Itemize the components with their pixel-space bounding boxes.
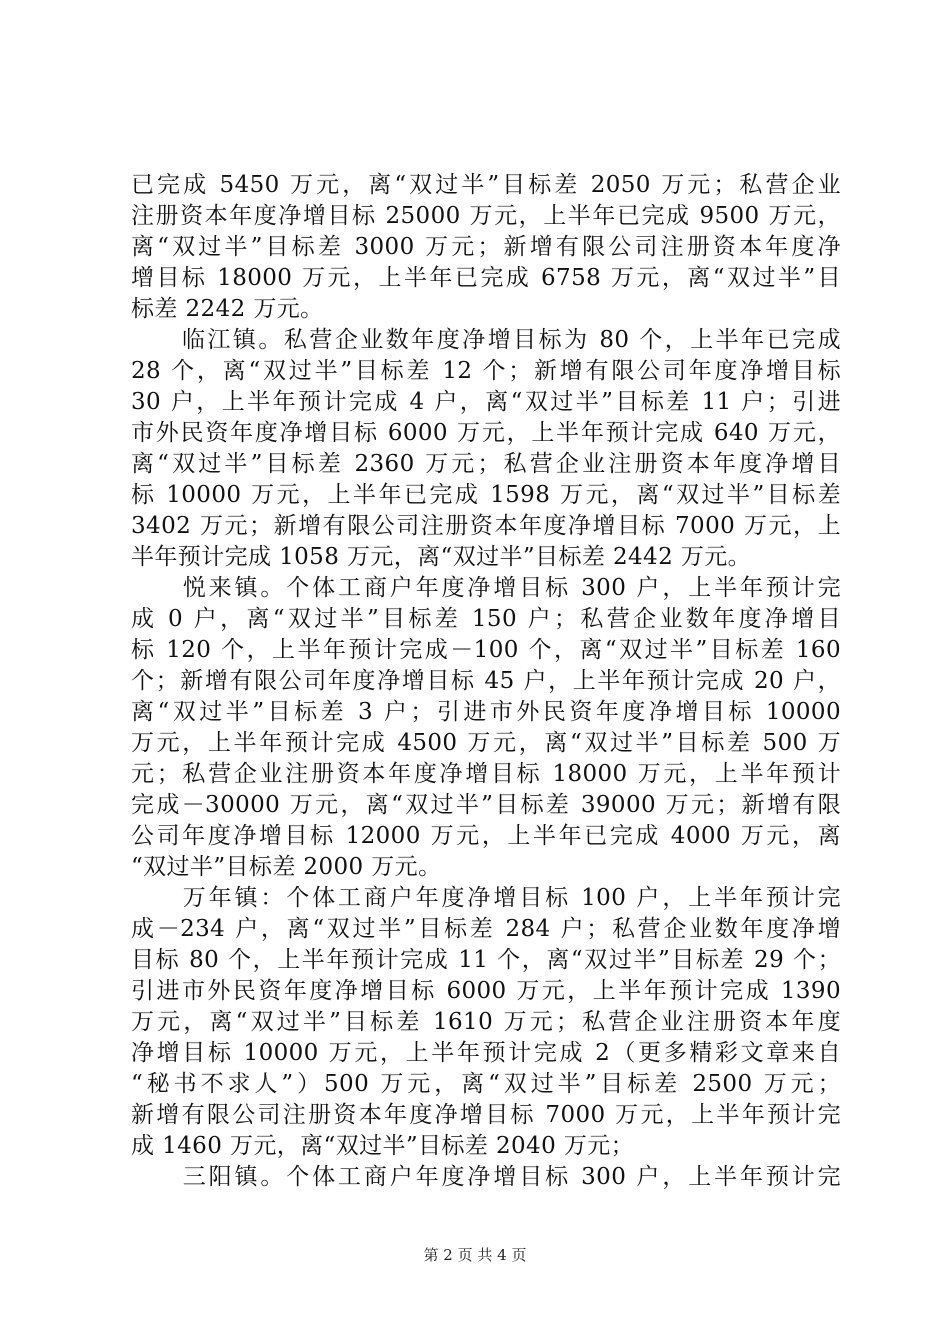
- text-line: 万元，上半年预计完成 4500 万元，离“双过半”目标差 500 万: [131, 730, 841, 756]
- text-line: 成－234 户，离“双过半”目标差 284 户；私营企业数年度净增: [131, 916, 841, 942]
- text-line: 悦来镇。个体工商户年度净增目标 300 户，上半年预计完: [131, 575, 841, 601]
- text-line: 注册资本年度净增目标 25000 万元，上半年已完成 9500 万元，: [131, 203, 841, 229]
- text-line: 三阳镇。个体工商户年度净增目标 300 户，上半年预计完: [131, 1164, 841, 1190]
- text-line: 净增目标 10000 万元，上半年预计完成 2（更多精彩文章来自: [131, 1040, 841, 1066]
- text-line: 半年预计完成 1058 万元，离“双过半”目标差 2442 万元。: [131, 544, 752, 570]
- text-line: 市外民资年度净增目标 6000 万元，上半年预计完成 640 万元，: [131, 420, 841, 446]
- text-line: 标差 2242 万元。: [131, 296, 324, 322]
- text-line: 万年镇：个体工商户年度净增目标 100 户，上半年预计完: [131, 885, 841, 911]
- text-line: 标 120 个，上半年预计完成－100 个，离“双过半”目标差 160: [131, 637, 841, 663]
- text-line: 3402 万元；新增有限公司注册资本年度净增目标 7000 万元，上: [131, 513, 841, 539]
- text-line: 离“双过半”目标差 3000 万元；新增有限公司注册资本年度净: [131, 234, 841, 260]
- text-line: 成 1460 万元，离“双过半”目标差 2040 万元；: [131, 1133, 635, 1159]
- text-line: “秘书不求人”）500 万元，离“双过半”目标差 2500 万元；: [131, 1071, 841, 1097]
- text-line: 目标 80 个，上半年预计完成 11 个，离“双过半”目标差 29 个；: [131, 947, 841, 973]
- text-line: 标 10000 万元，上半年已完成 1598 万元，离“双过半”目标差: [131, 482, 841, 508]
- text-line: 个；新增有限公司年度净增目标 45 户，上半年预计完成 20 户，: [131, 668, 841, 694]
- text-line: 28 个，离“双过半”目标差 12 个；新增有限公司年度净增目标: [131, 358, 841, 384]
- text-line: 临江镇。私营企业数年度净增目标为 80 个，上半年已完成: [131, 327, 841, 353]
- text-line: 元；私营企业注册资本年度净增目标 18000 万元，上半年预计: [131, 761, 841, 787]
- text-line: 成 0 户，离“双过半”目标差 150 户；私营企业数年度净增目: [131, 606, 841, 632]
- body-text: [131, 170, 841, 1193]
- text-line: 完成－30000 万元，离“双过半”目标差 39000 万元；新增有限: [131, 792, 841, 818]
- text-line: 增目标 18000 万元，上半年已完成 6758 万元，离“双过半”目: [131, 265, 841, 291]
- text-line: 公司年度净增目标 12000 万元，上半年已完成 4000 万元，离: [131, 823, 841, 849]
- text-line: “双过半”目标差 2000 万元。: [131, 854, 442, 880]
- text-line: 已完成 5450 万元，离“双过半”目标差 2050 万元；私营企业: [131, 172, 841, 198]
- text-line: 万元，离“双过半”目标差 1610 万元；私营企业注册资本年度: [131, 1009, 841, 1035]
- page-footer: 第 2 页 共 4 页: [423, 1246, 527, 1264]
- text-line: 30 户，上半年预计完成 4 户，离“双过半”目标差 11 户；引进: [131, 389, 841, 415]
- text-line: 离“双过半”目标差 3 户；引进市外民资年度净增目标 10000: [131, 699, 841, 725]
- text-line: 引进市外民资年度净增目标 6000 万元，上半年预计完成 1390: [131, 978, 841, 1004]
- text-line: 新增有限公司注册资本年度净增目标 7000 万元，上半年预计完: [131, 1102, 841, 1128]
- text-line: 离“双过半”目标差 2360 万元；私营企业注册资本年度净增目: [131, 451, 841, 477]
